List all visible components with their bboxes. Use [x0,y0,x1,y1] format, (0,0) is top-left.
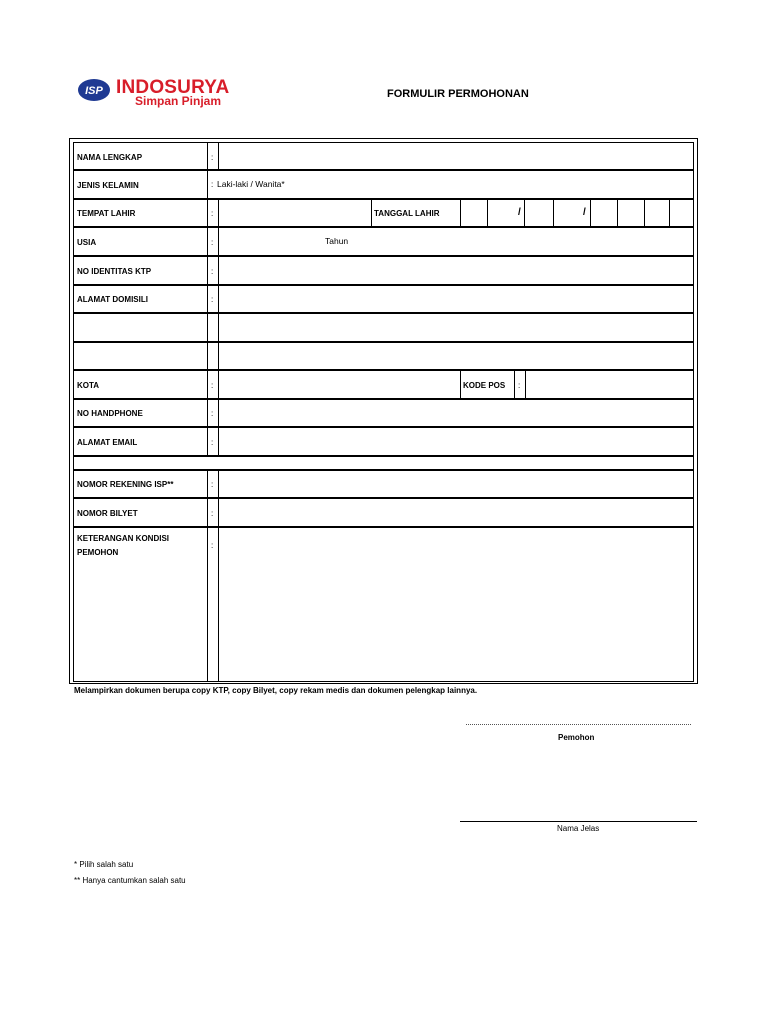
date-box-year-2[interactable] [617,200,644,226]
logo-mark-text: ISP [85,85,103,97]
attachment-note: Melampirkan dokumen berupa copy KTP, copy Bilyet, copy rekam medis dan dokumen pelengkap lainnya. [74,686,478,695]
colon: : [211,480,214,489]
colon: : [211,541,214,550]
input-kode-pos[interactable] [525,371,693,398]
date-box-month-2[interactable] [553,200,586,226]
row-alamat-line-2 [73,313,694,342]
indosurya-logo-icon [77,78,111,102]
label-usia: USIA [77,238,97,247]
date-box-year-3[interactable] [644,200,669,226]
input-alamat-line-2[interactable] [218,314,693,341]
colon: : [211,267,214,276]
input-kota[interactable] [218,371,460,398]
row-kota [73,370,694,399]
signature-dotted-line [466,724,691,725]
footnote-1: * Pilih salah satu [74,860,134,869]
input-tempat-lahir[interactable] [218,200,371,226]
row-spacer [73,456,694,470]
label-keterangan-line-1: KETERANGAN KONDISI [77,534,170,543]
input-jenis-kelamin[interactable] [207,171,693,198]
colon: : [211,153,214,162]
colon: : [211,180,214,189]
signature-name-line [460,821,697,822]
input-keterangan[interactable] [218,528,693,681]
label-alamat-email: ALAMAT EMAIL [77,438,138,447]
input-alamat-email[interactable] [218,428,693,455]
colon: : [211,238,214,247]
brand-name: INDOSURYA [116,77,230,98]
date-separator: / [583,207,586,218]
usia-unit: Tahun [325,236,349,246]
input-alamat-line-1[interactable] [218,286,693,312]
row-alamat-email [73,427,694,456]
label-kode-pos: KODE POS [463,381,506,390]
label-nomor-bilyet: NOMOR BILYET [77,509,138,518]
label-kota: KOTA [77,381,100,390]
date-box-year-4[interactable] [669,200,693,226]
date-box-day-2[interactable] [487,200,521,226]
colon: : [211,509,214,518]
input-alamat-line-3[interactable] [218,343,693,369]
input-no-ktp[interactable] [218,257,693,284]
colon: : [518,381,521,390]
signature-label-pemohon: Pemohon [558,733,595,742]
label-no-ktp: NO IDENTITAS KTP [77,267,152,276]
input-nama-lengkap[interactable] [218,143,693,169]
input-usia[interactable] [218,228,693,255]
date-box-month-1[interactable] [524,200,553,226]
signature-label-nama-jelas: Nama Jelas [557,824,600,833]
row-no-handphone [73,399,694,427]
form-title: FORMULIR PERMOHONAN [387,88,529,100]
colon: : [211,409,214,418]
label-tempat-lahir: TEMPAT LAHIR [77,209,136,218]
row-tempat-lahir [73,199,694,227]
input-no-handphone[interactable] [218,400,693,426]
label-keterangan-line-2: PEMOHON [77,548,119,557]
label-tanggal-lahir: TANGGAL LAHIR [374,209,440,218]
brand-subtitle: Simpan Pinjam [135,94,222,108]
row-nomor-bilyet [73,498,694,527]
input-nomor-rekening[interactable] [218,471,693,497]
row-nama-lengkap [73,142,694,170]
jenis-kelamin-options: Laki-laki / Wanita* [217,179,285,189]
date-box-day-1[interactable] [460,200,487,226]
date-separator: / [518,207,521,218]
footnote-2: ** Hanya cantumkan salah satu [74,876,186,885]
input-nomor-bilyet[interactable] [218,499,693,526]
row-nomor-rekening [73,470,694,498]
colon: : [211,438,214,447]
row-usia [73,227,694,256]
colon: : [211,295,214,304]
label-nomor-rekening: NOMOR REKENING ISP** [77,480,174,489]
row-jenis-kelamin [73,170,694,199]
row-alamat-domisili [73,285,694,313]
colon: : [211,381,214,390]
label-no-handphone: NO HANDPHONE [77,409,143,418]
row-alamat-line-3 [73,342,694,370]
label-nama-lengkap: NAMA LENGKAP [77,153,143,162]
label-jenis-kelamin: JENIS KELAMIN [77,181,139,190]
colon: : [211,209,214,218]
row-no-ktp [73,256,694,285]
row-keterangan [73,527,694,682]
date-box-year-1[interactable] [590,200,617,226]
form-frame [69,138,698,684]
label-alamat-domisili: ALAMAT DOMISILI [77,295,148,304]
